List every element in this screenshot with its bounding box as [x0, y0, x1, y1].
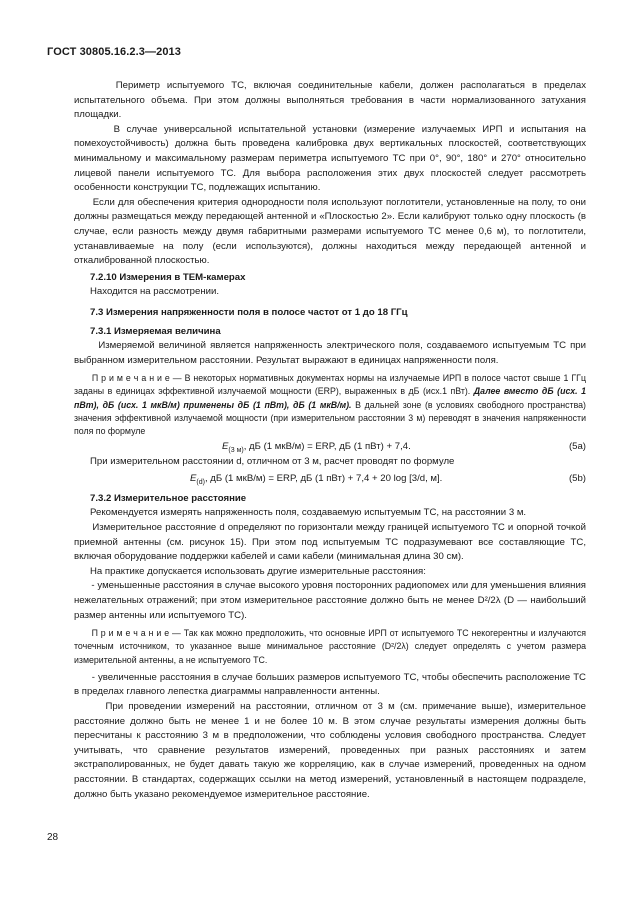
paragraph — [74, 123, 586, 196]
paragraph — [74, 579, 586, 623]
section-heading — [74, 492, 586, 507]
equation-text: , дБ (1 мкВ/м) = ERP, дБ (1 пВт) + 7,4 + 20 log [3/d, м]. — [204, 472, 443, 484]
paragraph — [74, 521, 586, 565]
paragraph — [74, 565, 586, 580]
equation-formula — [222, 440, 411, 459]
heading-text: 7.3.2 Измерительное расстояние — [90, 492, 247, 504]
section-heading — [74, 306, 586, 321]
equation-subscript: (3 м) — [228, 447, 244, 455]
section-heading — [74, 271, 586, 286]
heading-text: 7.2.10 Измерения в ТЕМ-камерах — [90, 271, 246, 283]
section-heading — [74, 325, 586, 340]
equation-number: (5b) — [568, 472, 586, 484]
paragraph-text: - увеличенные расстояния в случае больших размеров испытуемого ТС, чтобы обеспечить расположение ТС в пределах главного лепестка диаграммы направленности антенны. — [74, 671, 586, 698]
note-emphasis: Далее вместо дБ (исх. 1 пВт), дБ (исх. 1 мкВ/м) применены дБ (1 пВт), дБ (1 мкВ/м). — [74, 386, 586, 410]
paragraph-text: На практике допускается использовать другие измерительные расстояния: — [90, 565, 426, 577]
heading-text: 7.3 Измерения напряженности поля в полосе частот от 1 до 18 ГГц — [90, 306, 408, 318]
paragraph-text: Находится на рассмотрении. — [90, 286, 220, 298]
document-header: ГОСТ 30805.16.2.3—2013 — [47, 46, 181, 58]
paragraph-text: В случае универсальной испытательной установки (измерение излучаемых ИРП и испытания на помехоустойчивость) должна быть проведена калибровка двух вертикальных плоскостей, соответствующих минимальному и максимальному размерам периметра испытуемого ТС при 0°, 90°, 180° и 270° относительно лицевой панели испытуемого ТС. Для выбора расположения этих двух плоскостей следует рассмотреть особенности конструкции ТС, подлежащих испытанию. — [74, 123, 586, 194]
equation-symbol: E — [190, 472, 197, 484]
note-label: П р и м е ч а н и е — [91, 628, 170, 639]
page-number: 28 — [47, 832, 59, 843]
paragraph — [74, 700, 586, 802]
paragraph — [74, 79, 586, 123]
paragraph — [74, 196, 586, 269]
note — [74, 627, 586, 667]
paragraph — [74, 285, 586, 300]
equation-number: (5a) — [568, 441, 586, 453]
note-text: — В некоторых нормативных документах нормы на излучаемые ИРП в полосе частот свыше 1 ГГц заданы в единицах эффективной излучаемой мощности (ERP), выраженных в дБ (исх.1 пВт). — [74, 373, 586, 397]
note-label: П р и м е ч а н и е — [91, 373, 170, 384]
page-body — [74, 79, 586, 802]
paragraph-text: Измеряемой величиной является напряженность электрического поля, создаваемого испытуемым ТС при выбранном измерительном расстоянии. Результат выражают в единицах напряженности поля. — [74, 340, 586, 366]
equation-text: , дБ (1 мкВ/м) = ERP, дБ (1 пВт) + 7,4. — [243, 441, 411, 453]
equation-symbol: E — [222, 441, 229, 453]
equation-formula — [190, 472, 442, 491]
paragraph-text: - уменьшенные расстояния в случае высокого уровня посторонних радиопомех или для уменьшения влияния нежелательных отражений; при этом измерительное расстояние должно быть не менее D²/2λ (D — наибольший размер антенны или испытуемого ТС). — [74, 580, 586, 621]
paragraph-text: Измерительное расстояние d определяют по горизонтали между границей испытуемого ТС и опорной точкой приемной антенны (см. рисунок 15). При этом под испытуемым ТС подразумевают все составляющие ТС, включая оборудование поддержки кабелей и сами кабели (минимальная длина 30 см). — [74, 522, 586, 563]
paragraph-text: При измерительном расстоянии d, отличном от 3 м, расчет проводят по формуле — [90, 456, 455, 468]
note-text: В дальней зоне (в условиях свободного пространства) значения эффективной излучаемой мощности (при измерительном расстоянии 3 м) переводят в значения напряженности поля по формуле — [74, 399, 586, 437]
equation-5b — [74, 472, 586, 487]
paragraph — [74, 339, 586, 368]
paragraph-text: Рекомендуется измерять напряженность поля, создаваемую испытуемым ТС, на расстоянии 3 м. — [90, 507, 527, 519]
paragraph-text: Периметр испытуемого ТС, включая соединительные кабели, должен располагаться в пределах испытательного объема. При этом должны выполняться требования в части нормализованного затухания площадки. — [74, 80, 587, 121]
paragraph-text: Если для обеспечения критерия однородности поля используют поглотители, установленные на полу, то они должны размещаться между передающей антенной и «Плоскостью 2». Если калибруют только одну плоскость (в случае, если разность между двумя габаритными размерами испытуемого ТС менее 0,6 м), то поглотители, устанавливаемые на полу (если используются), должны находиться между передающей антенной и откалиброванной плоскостью. — [74, 196, 586, 267]
note — [74, 372, 586, 438]
equation-5a — [74, 440, 586, 455]
equation-subscript: (d) — [196, 478, 205, 486]
note-text: — Так как можно предположить, что основные ИРП от испытуемого ТС некогерентны и излучаются точечным источником, то указанное выше минимальное расстояние (D²/2λ) следует определять с учетом размера измерительной антенны, а не испытуемого ТС. — [74, 628, 586, 665]
paragraph — [74, 671, 586, 700]
paragraph — [74, 506, 586, 521]
heading-text: 7.3.1 Измеряемая величина — [90, 325, 221, 337]
paragraph-text: При проведении измерений на расстоянии, отличном от 3 м (см. примечание выше), измерительное расстояние должно быть не менее 1 и не более 10 м. В этом случае результаты измерения должны быть пересчитаны к расстоянию 3 м в предположении, что соблюдены условия свободного пространства. Следует учитывать, что сравнение результатов измерений, проведенных при разных расстояниях и затем экстраполированных, не будет давать такую же корреляцию, как в случае измерений, проведенных на одном расстоянии. В стандартах, содержащих ссылки на метод измерений, установленный в настоящем подразделе, должно быть указано рекомендуемое измерительное расстояние. — [74, 701, 586, 800]
